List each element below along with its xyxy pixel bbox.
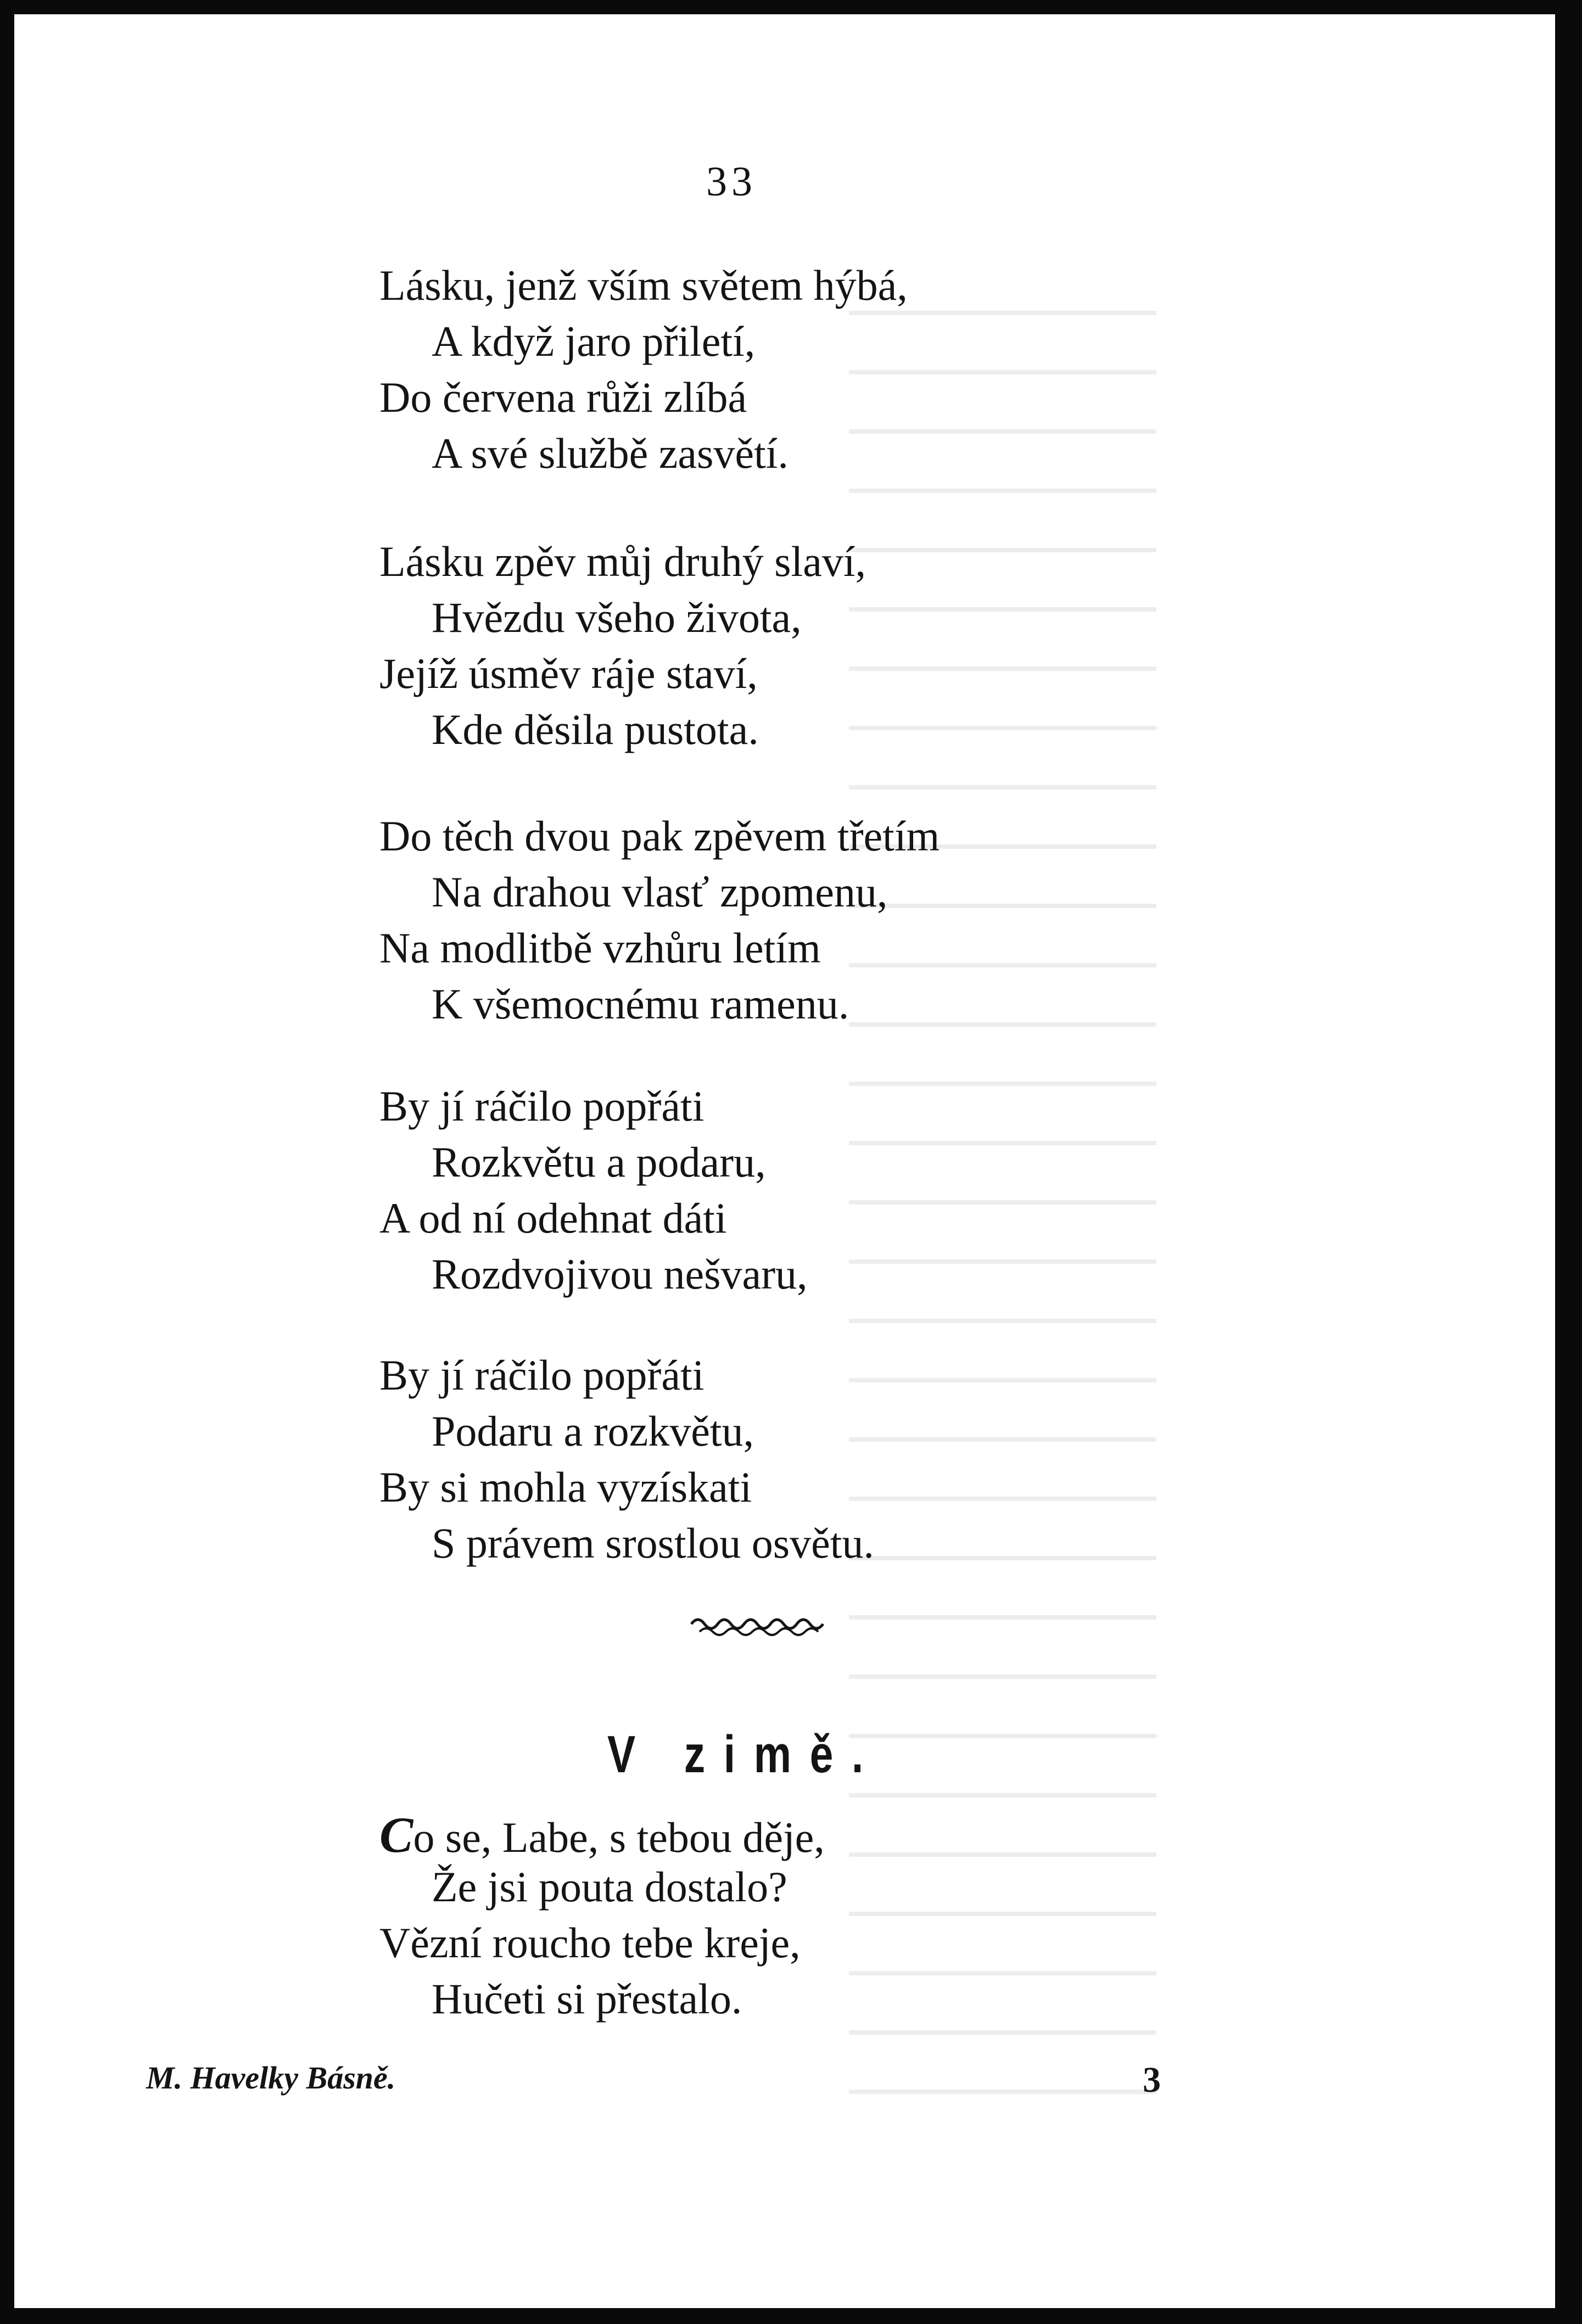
section-title: V zimě. — [607, 1725, 882, 1784]
poem-line: By jí ráčilo popřáti — [379, 1351, 705, 1399]
poem-line: K všemocnému ramenu. — [432, 980, 849, 1028]
poem-line: Do těch dvou pak zpěvem třetím — [379, 812, 940, 860]
poem-line: Na modlitbě vzhůru letím — [379, 924, 821, 972]
poem-line: Rozdvojivou nešvaru, — [432, 1250, 808, 1298]
section-divider-ornament — [689, 1612, 831, 1639]
poem-line: Kde děsila pustota. — [432, 705, 759, 753]
poem-line: S právem srostlou osvětu. — [432, 1519, 874, 1567]
poem-line: A od ní odehnat dáti — [379, 1194, 727, 1242]
poem-line: Jejíž úsměv ráje staví, — [379, 649, 758, 697]
drop-cap: C — [379, 1807, 413, 1863]
poem-line: Vězní roucho tebe kreje, — [379, 1919, 801, 1967]
poem-line: Podaru a rozkvětu, — [432, 1407, 754, 1455]
footer-sheet-number: 3 — [1143, 2060, 1161, 2100]
poem-line-with-drop-cap — [379, 1807, 825, 1863]
poem-line: Na drahou vlasť zpomenu, — [432, 868, 888, 916]
footer-signature: M. Havelky Básně. — [146, 2060, 396, 2096]
poem-line: By si mohla vyzískati — [379, 1463, 752, 1511]
poem-line: Že jsi pouta dostalo? — [432, 1863, 787, 1911]
poem-line: By jí ráčilo popřáti — [379, 1082, 705, 1130]
poem-line-text: o se, Labe, s tebou děje, — [413, 1813, 825, 1861]
poem-line: A své službě zasvětí. — [432, 429, 789, 477]
poem-line: Hvězdu všeho života, — [432, 593, 802, 641]
poem-line: Rozkvětu a podaru, — [432, 1138, 766, 1186]
poem-line: Do červena růži zlíbá — [379, 373, 747, 421]
bleed-through-shadow — [849, 278, 1156, 2144]
poem-line: Hučeti si přestalo. — [432, 1975, 742, 2023]
book-page — [14, 14, 1555, 2308]
page-number: 33 — [706, 159, 757, 205]
poem-line: A když jaro přiletí, — [432, 317, 756, 365]
poem-line: Lásku, jenž vším světem hýbá, — [379, 261, 908, 309]
poem-line: Lásku zpěv můj druhý slaví, — [379, 537, 866, 585]
